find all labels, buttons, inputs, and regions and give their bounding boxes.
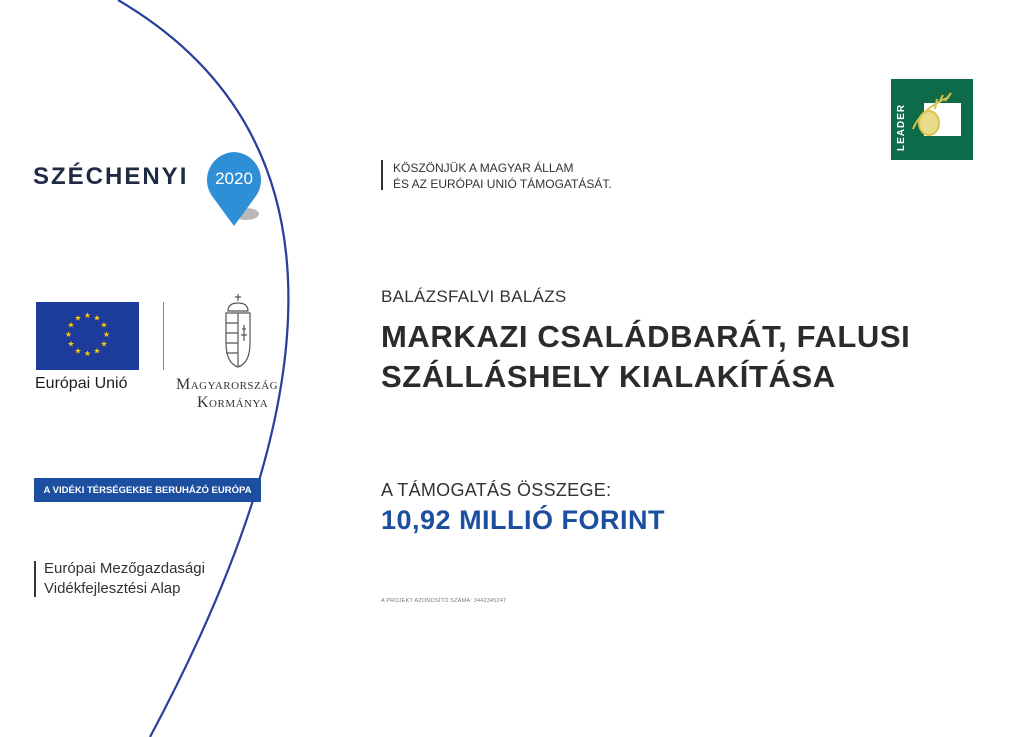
svg-text:★: ★ (74, 313, 82, 323)
government-name-line1: Magyarország (176, 376, 279, 393)
svg-text:★: ★ (100, 339, 108, 349)
svg-text:★: ★ (64, 330, 73, 339)
leader-logo-icon (891, 79, 973, 160)
szechenyi-year: 2020 (215, 169, 253, 188)
fund-divider (34, 561, 36, 597)
beneficiary-name: BALÁZSFALVI BALÁZS (381, 287, 567, 306)
szechenyi-brand: SZÉCHENYI (33, 163, 189, 190)
project-title-line2: SZÁLLÁSHELY KIALAKÍTÁSA (381, 359, 836, 394)
svg-text:★: ★ (67, 339, 75, 349)
thanks-divider (381, 160, 383, 190)
svg-text:★: ★ (102, 330, 111, 339)
svg-text:★: ★ (100, 320, 108, 330)
government-name-line2: Kormánya (197, 394, 269, 411)
logo-divider (163, 302, 164, 370)
project-title (381, 317, 910, 397)
svg-text:★: ★ (83, 311, 92, 320)
thanks-text (393, 160, 612, 192)
fund-name (44, 559, 205, 599)
eu-label: Európai Unió (35, 375, 128, 392)
svg-text:★: ★ (83, 349, 92, 358)
map-pin-icon (204, 150, 264, 230)
svg-text:★: ★ (74, 346, 82, 356)
rural-europe-badge: A VIDÉKI TÉRSÉGEKBE BERUHÁZÓ EURÓPA (34, 478, 261, 502)
thanks-line1: KÖSZÖNJÜK A MAGYAR ÁLLAM (393, 161, 574, 175)
eu-flag-icon (36, 302, 139, 370)
fund-name-line1: Európai Mezőgazdasági (44, 560, 205, 577)
fund-name-line2: Vidékfejlesztési Alap (44, 580, 181, 597)
svg-text:★: ★ (67, 320, 75, 330)
amount-label: A TÁMOGATÁS ÖSSZEGE: (381, 480, 612, 500)
svg-text:★: ★ (93, 313, 101, 323)
svg-text:★: ★ (93, 346, 101, 356)
hungarian-coat-of-arms-icon (218, 291, 258, 371)
project-title-line1: MARKAZI CSALÁDBARÁT, FALUSI (381, 319, 911, 354)
project-id: A PROJEKT AZONOSÍTÓ SZÁMA: 3442345247 (381, 598, 507, 604)
amount-value: 10,92 MILLIÓ FORINT (381, 505, 666, 535)
thanks-line2: ÉS AZ EURÓPAI UNIÓ TÁMOGATÁSÁT. (393, 177, 612, 191)
leader-text: LEADER (896, 103, 907, 151)
